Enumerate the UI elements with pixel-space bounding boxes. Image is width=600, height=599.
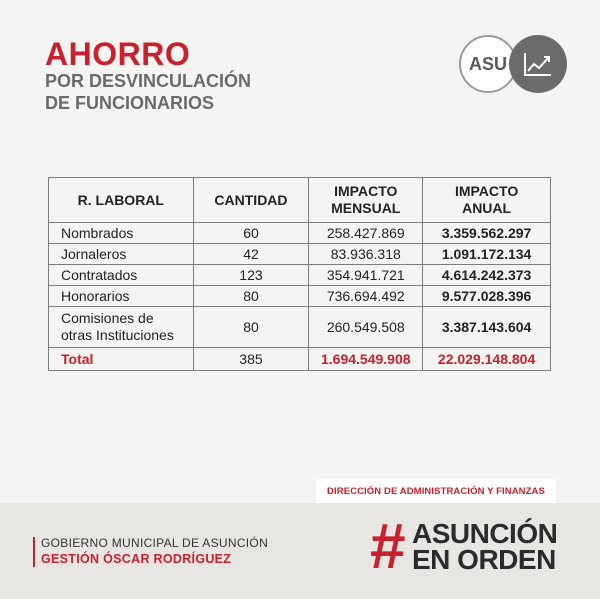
col-header-relacion: R. LABORAL (49, 178, 194, 223)
row-cantidad: 80 (193, 286, 309, 307)
row-label: Contratados (49, 265, 194, 286)
row-label: Nombrados (49, 223, 194, 244)
row-label: Comisiones de otras Instituciones (49, 307, 194, 348)
footer-divider (33, 537, 35, 567)
row-anual: 3.359.562.297 (423, 223, 551, 244)
row-anual: 4.614.242.373 (423, 265, 551, 286)
row-mensual: 260.549.508 (309, 307, 423, 348)
col-header-mensual: IMPACTO MENSUAL (309, 178, 423, 223)
table-row (49, 223, 551, 244)
table-row (49, 244, 551, 265)
row-mensual: 354.941.721 (309, 265, 423, 286)
department-label: DIRECCIÓN DE ADMINISTRACIÓN Y FINANZAS (316, 479, 556, 503)
row-anual: 9.577.028.396 (423, 286, 551, 307)
row-mensual: 258.427.869 (309, 223, 423, 244)
asu-badge (459, 35, 565, 97)
table-header-row (49, 178, 551, 223)
row-label: Honorarios (49, 286, 194, 307)
col-header-cantidad: CANTIDAD (193, 178, 309, 223)
slogan-line1: ASUNCIÓN (412, 518, 558, 549)
total-label: Total (49, 348, 194, 371)
row-cantidad: 42 (193, 244, 309, 265)
row-label: Jornaleros (49, 244, 194, 265)
slogan-line2: EN ORDEN (412, 544, 556, 575)
total-anual: 22.029.148.804 (423, 348, 551, 371)
row-anual: 3.387.143.604 (423, 307, 551, 348)
table-row (49, 265, 551, 286)
footer-government-name: GOBIERNO MUNICIPAL DE ASUNCIÓN (41, 536, 269, 550)
asu-badge-text: ASU (459, 35, 517, 93)
hashtag-symbol: # (370, 510, 406, 582)
growth-chart-icon (509, 35, 567, 93)
row-mensual: 736.694.492 (309, 286, 423, 307)
row-anual: 1.091.172.134 (423, 244, 551, 265)
savings-table (48, 177, 551, 371)
table-row (49, 286, 551, 307)
col-header-anual: IMPACTO ANUAL (423, 178, 551, 223)
table-row (49, 307, 551, 348)
page-title: AHORRO (45, 36, 191, 72)
row-cantidad: 60 (193, 223, 309, 244)
row-cantidad: 123 (193, 265, 309, 286)
page-subtitle-line2: DE FUNCIONARIOS (45, 93, 215, 113)
total-mensual: 1.694.549.908 (309, 348, 423, 371)
row-mensual: 83.936.318 (309, 244, 423, 265)
total-cantidad: 385 (193, 348, 309, 371)
footer-administration-name: GESTIÓN ÓSCAR RODRÍGUEZ (41, 552, 232, 566)
page-subtitle-line1: POR DESVINCULACIÓN (45, 71, 252, 91)
table-total-row (49, 348, 551, 371)
row-cantidad: 80 (193, 307, 309, 348)
